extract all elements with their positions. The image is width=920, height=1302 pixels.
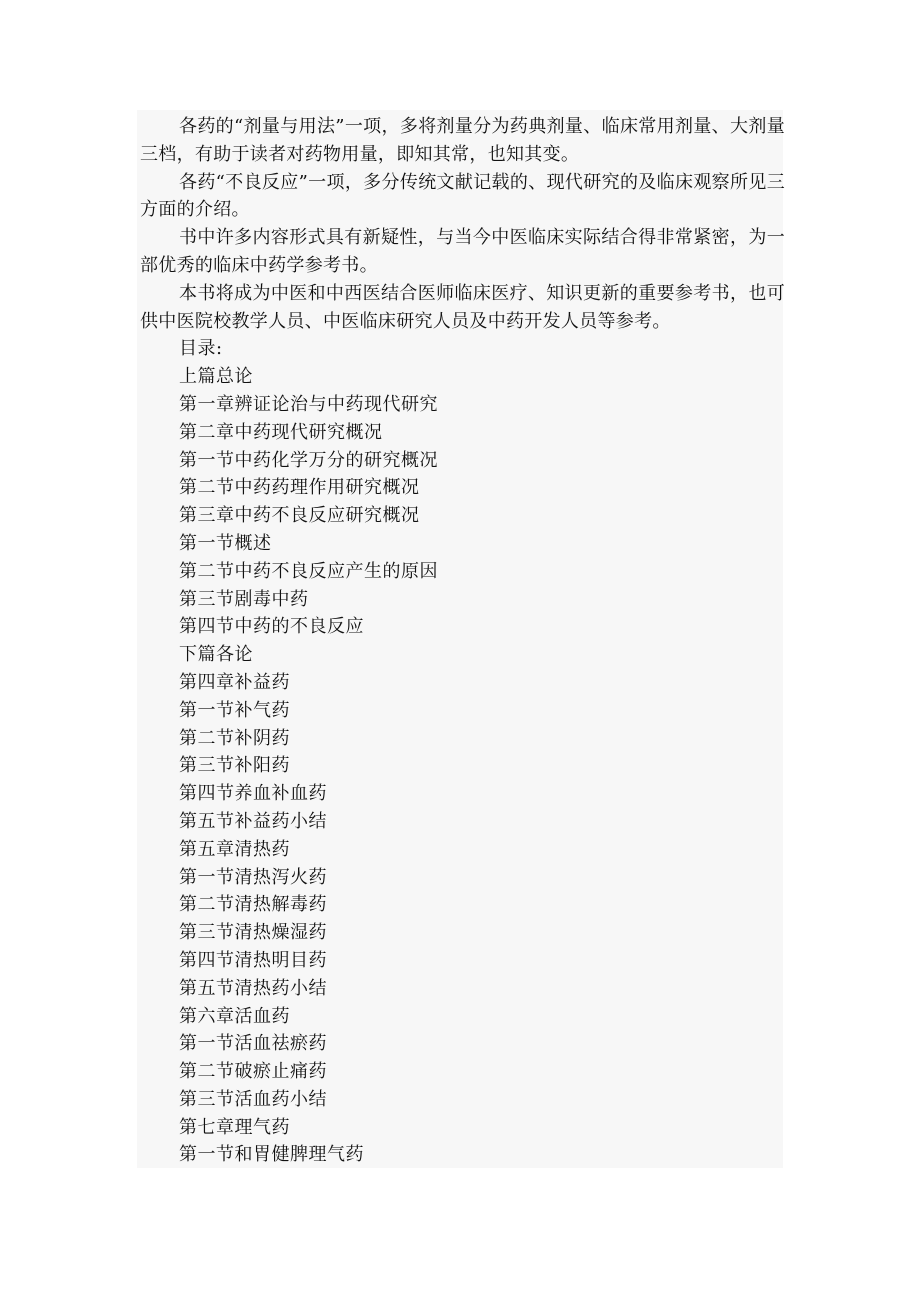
toc-section: 第二节破瘀止痛药 <box>179 1061 327 1083</box>
toc-section: 第四节清热明目药 <box>179 949 327 971</box>
toc-chapter: 第四章补益药 <box>179 671 290 693</box>
toc-section: 第一节清热泻火药 <box>179 866 327 888</box>
toc-section: 第二节清热解毒药 <box>179 894 327 916</box>
toc-section: 第一节中药化学万分的研究概况 <box>179 449 438 471</box>
paragraph-audience: 本书将成为中医和中西医结合医师临床医疗、知识更新的重要参考书，也可供中医院校教学人员、中医临床研究人员及中药开发人员等参考。 <box>140 282 785 332</box>
paragraph-adverse-reactions: 各药“不良反应”一项，多分传统文献记载的、现代研究的及临床观察所见三方面的介绍。 <box>140 171 785 221</box>
document-body <box>140 113 785 1169</box>
toc-heading: 目录: <box>179 338 223 360</box>
toc-section: 第五节补益药小结 <box>179 810 327 832</box>
toc-section: 第三节活血药小结 <box>179 1088 327 1110</box>
toc-section: 第一节概述 <box>179 532 272 554</box>
toc-section: 第四节中药的不良反应 <box>179 616 364 638</box>
toc-section: 第三节剧毒中药 <box>179 588 309 610</box>
toc-chapter: 第三章中药不良反应研究概况 <box>179 505 420 527</box>
table-of-contents <box>140 363 785 1169</box>
toc-section: 第二节中药不良反应产生的原因 <box>179 560 438 582</box>
paragraph-dosage: 各药的“剂量与用法”一项，多将剂量分为药典剂量、临床常用剂量、大剂量三档，有助于读者对药物用量，即知其常，也知其变。 <box>140 116 785 165</box>
toc-section: 第二节补阴药 <box>179 727 290 749</box>
toc-section: 第四节养血补血药 <box>179 783 327 805</box>
toc-section: 第五节清热药小结 <box>179 977 327 999</box>
toc-section: 第二节中药药理作用研究概况 <box>179 477 420 499</box>
toc-part: 上篇总论 <box>179 366 253 388</box>
toc-section: 第一节补气药 <box>179 699 290 721</box>
toc-chapter: 第五章清热药 <box>179 838 290 860</box>
toc-chapter: 第二章中药现代研究概况 <box>179 421 383 443</box>
toc-chapter: 第六章活血药 <box>179 1005 290 1027</box>
toc-section: 第一节活血祛瘀药 <box>179 1033 327 1055</box>
toc-chapter: 第一章辨证论治与中药现代研究 <box>179 393 438 415</box>
paragraph-content-novelty: 书中许多内容形式具有新疑性，与当今中医临床实际结合得非常紧密，为一部优秀的临床中药学参考书。 <box>140 227 785 276</box>
toc-section: 第三节清热燥湿药 <box>179 922 327 944</box>
toc-section: 第一节和胃健脾理气药 <box>179 1144 364 1166</box>
toc-chapter: 第七章理气药 <box>179 1116 290 1138</box>
toc-section: 第三节补阳药 <box>179 755 290 777</box>
toc-part: 下篇各论 <box>179 644 253 666</box>
